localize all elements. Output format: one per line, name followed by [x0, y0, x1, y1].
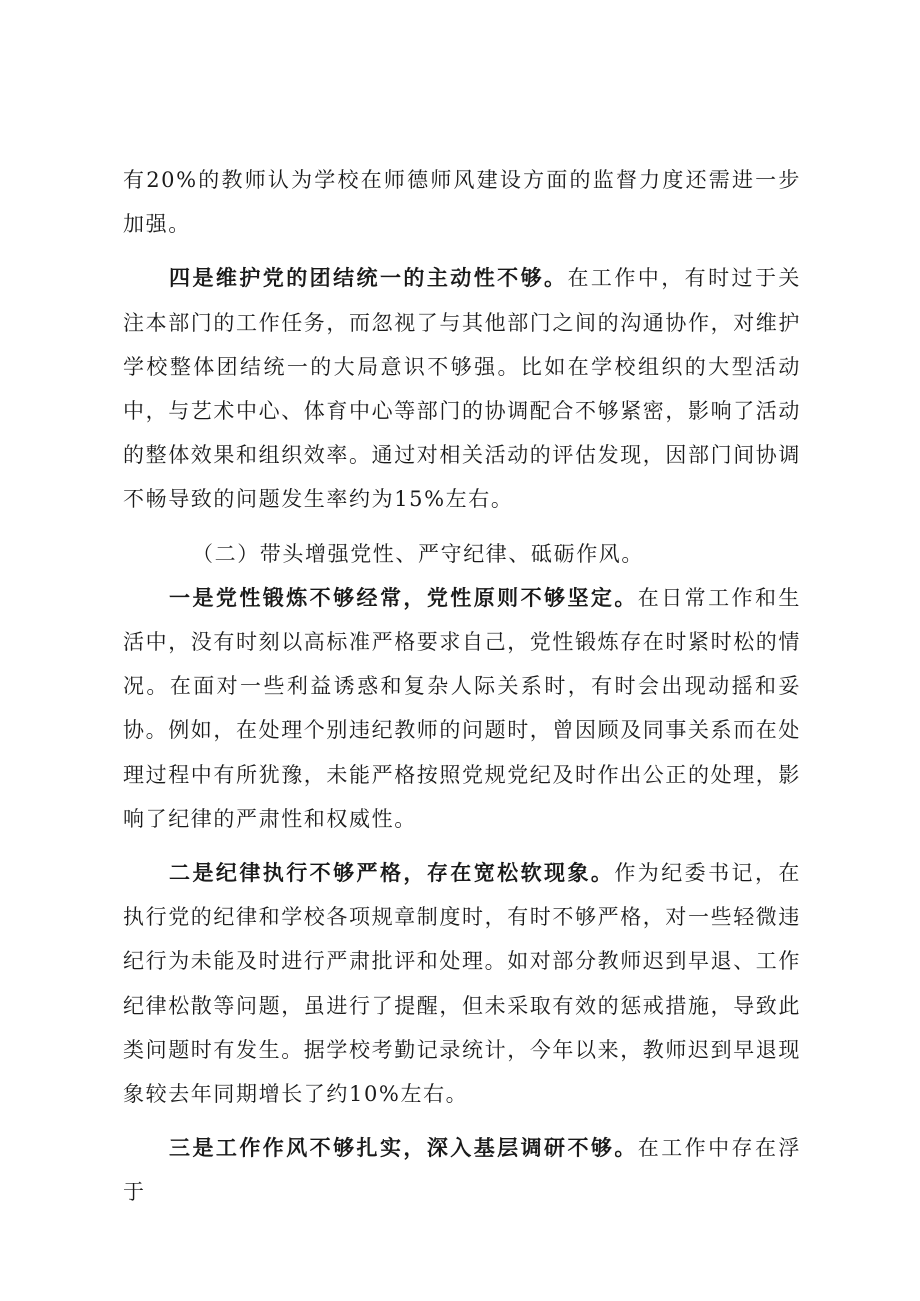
paragraph-unity [123, 256, 801, 521]
paragraph-lead: 二是纪律执行不够严格，存在宽松软现象。 [169, 860, 615, 886]
paragraph-body: 在日常工作和生活中，没有时刻以高标准严格要求自己，党性锻炼存在时紧时松的情况。在面对一些利益诱惑和复杂人际关系时，有时会出现动摇和妥协。例如，在处理个别违纪教师的问题时，曾因顾及同事关系而在处理过程中有所犹豫，未能严格按照党规党纪及时作出公正的处理，影响了纪律的严肃性和权威性。 [123, 585, 801, 831]
paragraph-lead: 一是党性锻炼不够经常，党性原则不够坚定。 [169, 584, 638, 610]
paragraph-body: 在工作中存在浮于 [123, 1136, 801, 1205]
paragraph-lead: 四是维护党的团结统一的主动性不够。 [169, 265, 568, 291]
paragraph-work-style [123, 1126, 801, 1214]
paragraph-body: 有20%的教师认为学校在师德师风建设方面的监督力度还需进一步加强。 [123, 168, 801, 237]
paragraph-body: 在工作中，有时过于关注本部门的工作任务，而忽视了与其他部门之间的沟通协作，对维护学校整体团结统一的大局意识不够强。比如在学校组织的大型活动中，与艺术中心、体育中心等部门的协调配合不够紧密，影响了活动的整体效果和组织效率。通过对相关活动的评估发现，因部门间协调不畅导致的问题发生率约为15%左右。 [123, 266, 801, 512]
section-heading [123, 532, 801, 576]
paragraph-body: 作为纪委书记，在执行党的纪律和学校各项规章制度时，有时不够严格，对一些轻微违纪行为未能及时进行严肃批评和处理。如对部分教师迟到早退、工作纪律松散等问题，虽进行了提醒，但未采取有效的惩戒措施，导致此类问题时有发生。据学校考勤记录统计，今年以来，教师迟到早退现象较去年同期增长了约10%左右。 [123, 861, 801, 1107]
document-page [123, 158, 801, 1215]
paragraph-continuation [123, 158, 801, 246]
paragraph-discipline [123, 851, 801, 1116]
paragraph-party-spirit [123, 576, 801, 841]
paragraph-lead: 三是工作作风不够扎实，深入基层调研不够。 [169, 1135, 638, 1161]
section-heading-text: （二）带头增强党性、严守纪律、砥砺作风。 [192, 541, 644, 566]
